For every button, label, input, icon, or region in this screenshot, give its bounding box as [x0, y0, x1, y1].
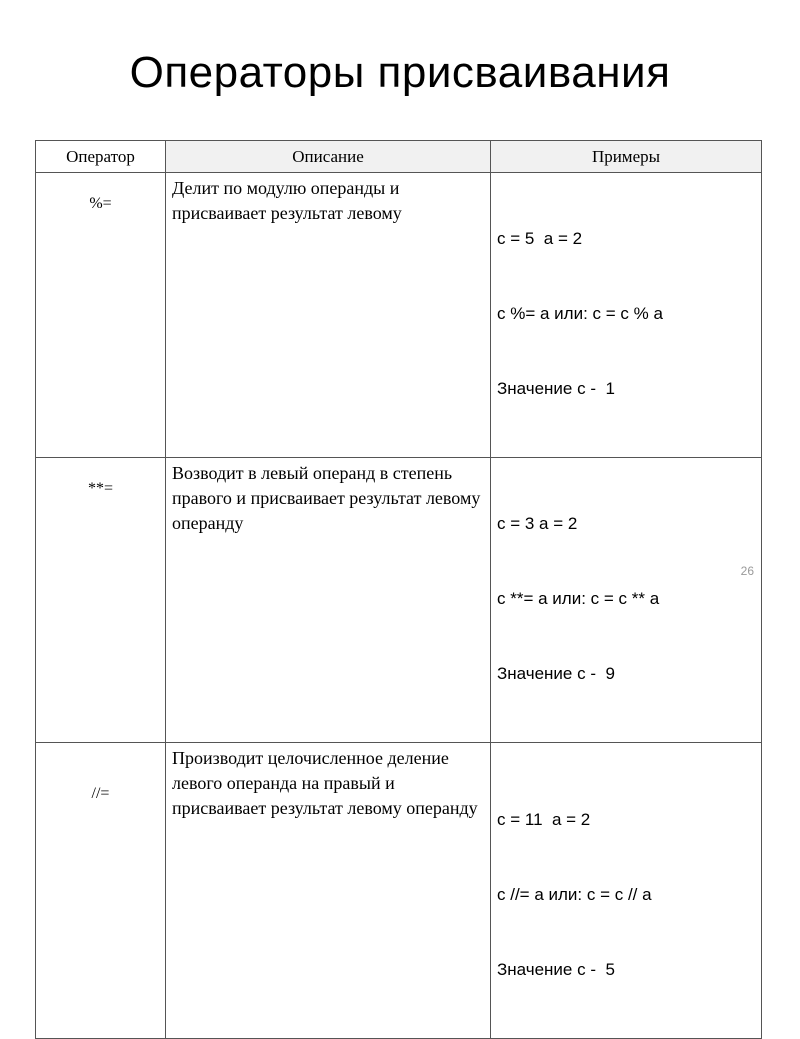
examples-cell	[491, 173, 762, 458]
table-row	[36, 458, 762, 743]
example-line: c **= a или: c = c ** a	[497, 589, 660, 608]
example-line: c %= a или: c = c % a	[497, 304, 663, 323]
examples-cell	[491, 458, 762, 743]
example-line: c //= a или: c = c // a	[497, 885, 652, 904]
example-line: Значение c - 5	[497, 960, 615, 979]
description-cell: Производит целочисленное деление левого операнда на правый и присваивает результат левому операнду	[166, 743, 491, 1039]
description-cell: Возводит в левый операнд в степень правого и присваивает результат левому операнду	[166, 458, 491, 743]
table-header-row	[36, 141, 762, 173]
table-row	[36, 743, 762, 1039]
operator-cell: %=	[36, 173, 166, 458]
operator-cell: //=	[36, 743, 166, 1039]
table-row	[36, 173, 762, 458]
example-line: c = 3 a = 2	[497, 514, 578, 533]
assignment-operators-table	[35, 140, 762, 1039]
example-line: Значение c - 1	[497, 379, 615, 398]
description-cell: Делит по модулю операнды и присваивает результат левому	[166, 173, 491, 458]
page-number: 26	[740, 564, 754, 578]
example-line: c = 5 a = 2	[497, 229, 583, 248]
example-line: Значение c - 9	[497, 664, 615, 683]
header-examples: Примеры	[491, 141, 762, 173]
examples-cell	[491, 743, 762, 1039]
operator-cell: **=	[36, 458, 166, 743]
slide-title: Операторы присваивания	[129, 48, 671, 97]
header-description: Описание	[166, 141, 491, 173]
example-line: c = 11 a = 2	[497, 810, 591, 829]
header-operator: Оператор	[36, 141, 166, 173]
